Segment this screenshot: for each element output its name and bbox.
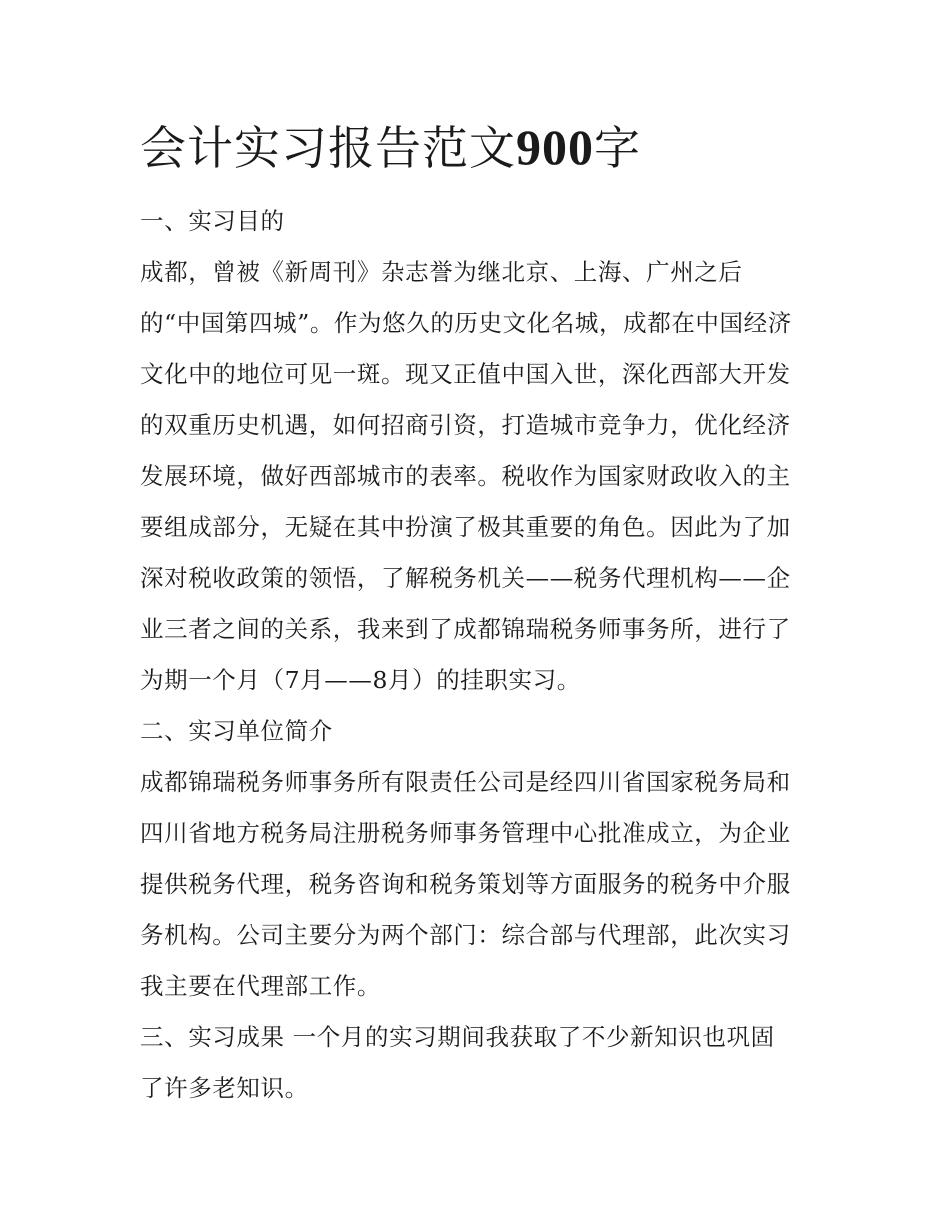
paragraph-line: 提供税务代理，税务咨询和税务策划等方面服务的税务中介服 (140, 870, 791, 898)
section-heading-purpose: 一、实习目的 (140, 207, 285, 235)
paragraph-line: 业三者之间的关系，我来到了成都锦瑞税务师事务所，进行了 (140, 615, 791, 643)
paragraph-line: 我主要在代理部工作。 (140, 972, 381, 1000)
paragraph-line: 了许多老知识。 (140, 1074, 309, 1102)
paragraph-line: 的双重历史机遇，如何招商引资，打造城市竞争力，优化经济 (140, 411, 791, 439)
paragraph-line: 成都，曾被《新周刊》杂志誉为继北京、上海、广州之后 (140, 258, 743, 286)
paragraph-line: 深对税收政策的领悟，了解税务机关——税务代理机构——企 (140, 564, 791, 592)
document-body (140, 196, 830, 1114)
section-heading-company: 二、实习单位简介 (140, 717, 333, 745)
title-number: 900 (516, 119, 594, 175)
paragraph-line: 四川省地方税务局注册税务师事务管理中心批准成立，为企业 (140, 819, 791, 847)
paragraph-line: 文化中的地位可见一斑。现又正值中国入世，深化西部大开发 (140, 360, 791, 388)
paragraph-line: 发展环境，做好西部城市的表率。税收作为国家财政收入的主 (140, 462, 791, 490)
document-title (140, 112, 641, 183)
paragraph-line: 要组成部分，无疑在其中扮演了极其重要的角色。因此为了加 (140, 513, 791, 541)
paragraph-line: 的“中国第四城”。作为悠久的历史文化名城，成都在中国经济 (140, 309, 792, 337)
section-heading-results: 三、实习成果 一个月的实习期间我获取了不少新知识也巩固 (140, 1023, 775, 1051)
title-suffix: 字 (594, 121, 641, 175)
paragraph-line: 为期一个月（7月——8月）的挂职实习。 (140, 666, 581, 694)
paragraph-line: 成都锦瑞税务师事务所有限责任公司是经四川省国家税务局和 (140, 768, 791, 796)
title-prefix: 会计实习报告范文 (140, 121, 516, 175)
paragraph-line: 务机构。公司主要分为两个部门：综合部与代理部，此次实习 (140, 921, 791, 949)
